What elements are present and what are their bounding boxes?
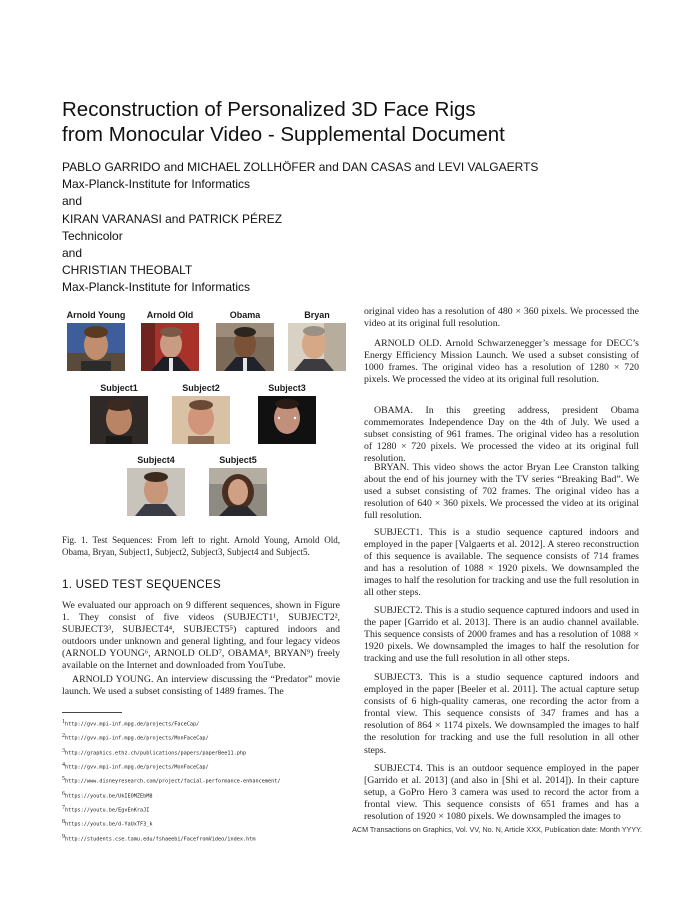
footnote: $^3$http://graphics.ethz.ch/publications/papers/paperBee11.php (62, 747, 247, 757)
paragraph-text: This is a studio sequence captured indoors and used in the paper [Garrido et al. 2013]. There is an audio channel available. This sequence consists of 2000 frames and has a resolution of 1088 × 1920 pixels. We downsampled the images to half the resolution for tracking and use the full resolution in all other steps. (364, 605, 639, 665)
paragraph-lead: SUBJECT1. (374, 527, 423, 538)
face-photo (90, 396, 148, 444)
paragraph-text: Arnold Schwarzenegger’s message for DECC’s Energy Efficiency Mission Launch. We used a subset consisting of 1000 frames. The original video has a resolution of 1280 × 720 pixels. We processed the video at its original full resolution. (364, 338, 639, 386)
thumb-subject4 (127, 455, 185, 515)
footnotes (62, 717, 342, 846)
thumb-label: Subject4 (137, 455, 175, 465)
footnote: $^6$https://youtu.be/UkIEOMZEbM8 (62, 790, 153, 800)
paragraph-lead: SUBJECT4. (374, 763, 423, 774)
figure-caption (62, 534, 340, 558)
thumb-label: Subject2 (182, 383, 220, 393)
face-photo (209, 468, 267, 516)
author-line: PABLO GARRIDO and MICHAEL ZOLLHÖFER and DAN CASAS and LEVI VALGAERTS (62, 160, 539, 174)
paragraph-lead: ARNOLD YOUNG. (72, 674, 154, 685)
footnote: $^4$http://gvv.mpi-inf.mpg.de/projects/MonFaceCap/ (62, 761, 209, 771)
affiliation-line: Technicolor (62, 228, 123, 243)
footnote: $^7$https://youtu.be/EgvEnKraJI (62, 804, 150, 814)
author-line: KIRAN VARANASI and PATRICK PÉREZ (62, 211, 283, 226)
face-photo (288, 323, 346, 371)
thumb-arnold-old (141, 310, 199, 370)
subject3-paragraph (364, 672, 639, 757)
affiliation-line: Max-Planck-Institute for Informatics (62, 177, 251, 192)
thumb-bryan (288, 310, 346, 370)
footnote: $^5$http://www.disneyresearch.com/project/facial-performance-enhancement/ (62, 776, 281, 786)
paragraph-lead: ARNOLD OLD. (374, 338, 442, 349)
thumb-subject2 (172, 383, 230, 443)
thumb-label: Subject1 (100, 383, 138, 393)
thumb-label: Obama (229, 310, 261, 320)
subject1-paragraph (364, 527, 639, 600)
thumb-label: Bryan (304, 310, 330, 320)
paragraph-text: An interview discussing the “Predator” movie launch. We used a subset consisting of 1489 frames. The (62, 674, 341, 698)
paragraph-text: In this greeting address, president Obama commemorates Independence Day on the 4th of July. We used a subset consisting of 961 frames. The original video has a resolution of 1280 × 720 pixels. We processed the video at its original full resolution. (364, 405, 639, 465)
author-separator: and (62, 246, 83, 261)
paragraph-text: This is a studio sequence captured indoors and employed in the paper [Beeler et al. 2011]. The actual capture setup consists of 6 high-quality cameras, one recording the actor from a frontal view. This sequence consists of 347 frames and has a resolution of 864 × 1174 pixels. We downsampled the images to half the resolution for tracking and use the full resolution in all other steps. (364, 672, 639, 756)
figure-1 (62, 306, 340, 528)
section-intro-paragraph: We evaluated our approach on 9 different sequences, shown in Figure 1. They consist of five videos (SUBJECT1¹, SUBJECT2², SUBJECT3³, SUBJECT4⁴, SUBJECT5⁵) captured indoors and outdoors under unknown and general lighting, and four legacy videos (ARNOLD YOUNG⁶, ARNOLD OLD⁷, OBAMA⁸, BRYAN⁹) freely available on the Internet and downloaded from YouTube. (62, 600, 340, 672)
author-line: CHRISTIAN THEOBALT (62, 263, 193, 278)
face-photo (172, 396, 230, 444)
arnold-young-paragraph (62, 674, 340, 698)
caption-lead: Fig. 1. (62, 535, 88, 545)
section-heading: 1. USED TEST SEQUENCES (62, 579, 221, 591)
thumb-label: Arnold Old (146, 310, 194, 320)
paragraph-text: original video has a resolution of 480 × 360 pixels. We processed the video at its original full resolution. (364, 306, 639, 330)
paragraph-text: This video shows the actor Bryan Lee Cranston talking about the end of his journey with the TV series “Breaking Bad”. We used a subset consisting of 702 frames. The original video has a resolution of 640 × 360 pixels. We processed the video at its original full resolution. (364, 462, 639, 522)
thumb-subject1 (90, 383, 148, 443)
thumb-label: Subject5 (219, 455, 257, 465)
thumb-arnold-young (67, 310, 125, 370)
author-separator: and (62, 194, 83, 209)
affiliation-line: Max-Planck-Institute for Informatics (62, 280, 251, 295)
footnote: $^8$https://youtu.be/d-YaUxTF3_k (62, 819, 153, 829)
author-block (62, 159, 622, 297)
paragraph-lead: SUBJECT2. (374, 605, 423, 616)
subject4-paragraph (364, 763, 639, 823)
title-line-2: from Monocular Video - Supplemental Document (62, 123, 505, 146)
face-photo (127, 468, 185, 516)
footnote: $^2$http://gvv.mpi-inf.mpg.de/projects/MonFaceCap/ (62, 733, 209, 743)
paragraph-lead: SUBJECT3. (374, 672, 423, 683)
paragraph-lead: OBAMA. (374, 405, 413, 416)
thumb-label: Subject3 (268, 383, 306, 393)
thumb-label: Arnold Young (66, 310, 126, 320)
title-line-1: Reconstruction of Personalized 3D Face Rigs (62, 98, 476, 121)
thumb-obama (216, 310, 274, 370)
face-photo (216, 323, 274, 371)
paragraph-text: This is a studio sequence captured indoors and employed in the paper [Valgaerts et al. 2012]. A stereo reconstruction of this sequence is available. The sequence consists of 714 frames and has a resolution of 1088 × 1920 pixels. We downsampled the images to half the resolution for tracking and use the full resolution in all other steps. (364, 527, 639, 599)
arnold-young-continuation (364, 306, 639, 330)
bryan-paragraph (364, 462, 639, 522)
face-photo (141, 323, 199, 371)
footnote: $^9$http://students.cse.tamu.edu/fshaeebi/FacefromVideo/index.htm (62, 833, 256, 843)
thumb-subject3 (258, 383, 316, 443)
subject2-paragraph (364, 605, 639, 665)
paragraph-text: This is an outdoor sequence employed in the paper [Garrido et al. 2013] (and also in [Shi et al. 2014]). In their capture setup, a GoPro Hero 3 camera was used to record the actor from a frontal view. This sequence consists of 651 frames and has a resolution of 1920 × 1080 pixels. We downsampled the images to (364, 763, 639, 823)
obama-paragraph (364, 405, 639, 465)
paragraph-lead: BRYAN. (374, 462, 410, 473)
arnold-old-paragraph (364, 338, 639, 386)
footnote: $^1$http://gvv.mpi-inf.mpg.de/projects/FaceCap/ (62, 719, 200, 728)
footnote-rule (62, 712, 122, 713)
face-photo (258, 396, 316, 444)
paper-title (62, 97, 662, 147)
face-photo (67, 323, 125, 371)
caption-text: Test Sequences: From left to right. Arnold Young, Arnold Old, Obama, Bryan, Subject1, Subject2, Subject3, Subject4 and Subject5. (62, 535, 340, 557)
thumb-subject5 (209, 455, 267, 515)
running-footer: ACM Transactions on Graphics, Vol. VV, No. N, Article XXX, Publication date: Month YYYY. (352, 825, 642, 834)
